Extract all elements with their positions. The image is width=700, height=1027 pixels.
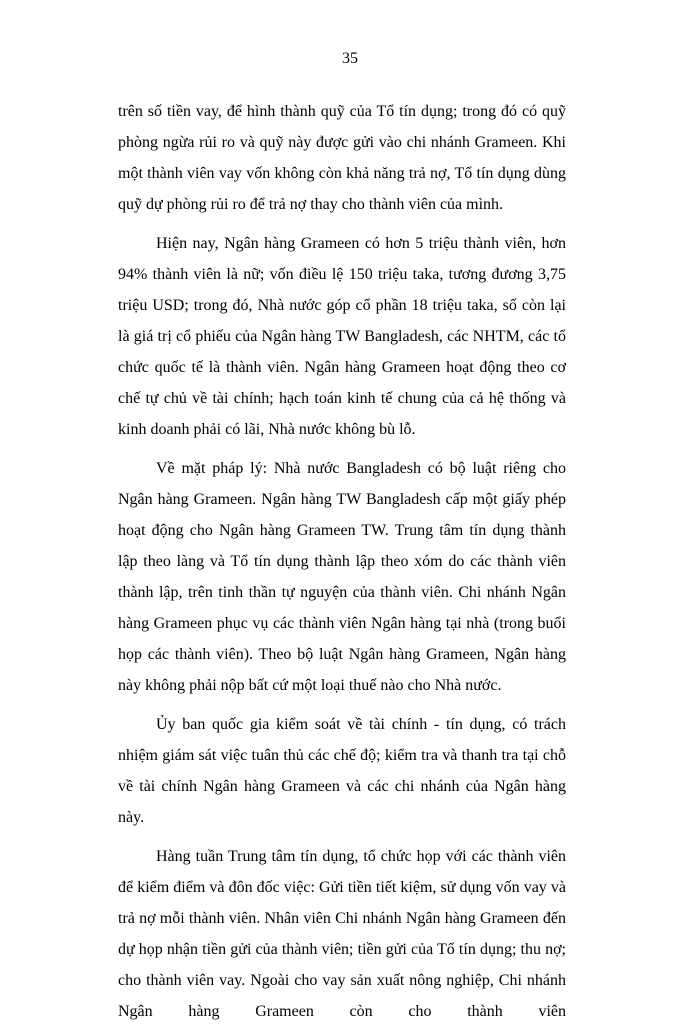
page-number: 35 — [342, 50, 358, 67]
paragraph-1: trên số tiền vay, để hình thành quỹ của Tổ tín dụng; trong đó có quỹ phòng ngừa rủi ro và quỹ này được gửi vào chi nhánh Grameen. Khi một thành viên vay vốn không còn khả năng trả nợ, Tổ tín dụng dùng quỹ dự phòng rủi ro để trả nợ thay cho thành viên của mình. — [118, 103, 566, 213]
page-body — [118, 96, 566, 1027]
paragraph-3: Về mặt pháp lý: Nhà nước Bangladesh có bộ luật riêng cho Ngân hàng Grameen. Ngân hàng TW Bangladesh cấp một giấy phép hoạt động cho Ngân hàng Grameen TW. Trung tâm tín dụng thành lập theo làng và Tổ tín dụng thành lập theo xóm do các thành viên thành lập, trên tinh thần tự nguyện của thành viên. Chi nhánh Ngân hàng Grameen phục vụ các thành viên Ngân hàng tại nhà (trong buổi họp các thành viên). Theo bộ luật Ngân hàng Grameen, Ngân hàng này không phải nộp bất cứ một loại thuế nào cho Nhà nước. — [118, 460, 566, 694]
paragraph-4: Ủy ban quốc gia kiểm soát về tài chính - tín dụng, có trách nhiệm giám sát việc tuân thủ các chế độ; kiểm tra và thanh tra tại chỗ về tài chính Ngân hàng Grameen và các chi nhánh của Ngân hàng này. — [118, 716, 566, 826]
paragraph-5: Hàng tuần Trung tâm tín dụng, tổ chức họp với các thành viên để kiểm điểm và đôn đốc việc: Gửi tiền tiết kiệm, sử dụng vốn vay và trả nợ mỗi thành viên. Nhân viên Chi nhánh Ngân hàng Grameen đến dự họp nhận tiền gửi của thành viên; tiền gửi của Tổ tín dụng; thu nợ; cho thành viên vay. Ngoài cho vay sản xuất nông nghiệp, Chi nhánh Ngân hàng Grameen còn cho thành viên — [118, 848, 566, 1020]
paragraph-2: Hiện nay, Ngân hàng Grameen có hơn 5 triệu thành viên, hơn 94% thành viên là nữ; vốn điều lệ 150 triệu taka, tương đương 3,75 triệu USD; trong đó, Nhà nước góp cổ phần 18 triệu taka, số còn lại là giá trị cổ phiếu của Ngân hàng TW Bangladesh, các NHTM, các tổ chức quốc tế là thành viên. Ngân hàng Grameen hoạt động theo cơ chế tự chủ về tài chính; hạch toán kinh tế chung của cả hệ thống và kinh doanh phải có lãi, Nhà nước không bù lỗ. — [118, 235, 566, 438]
